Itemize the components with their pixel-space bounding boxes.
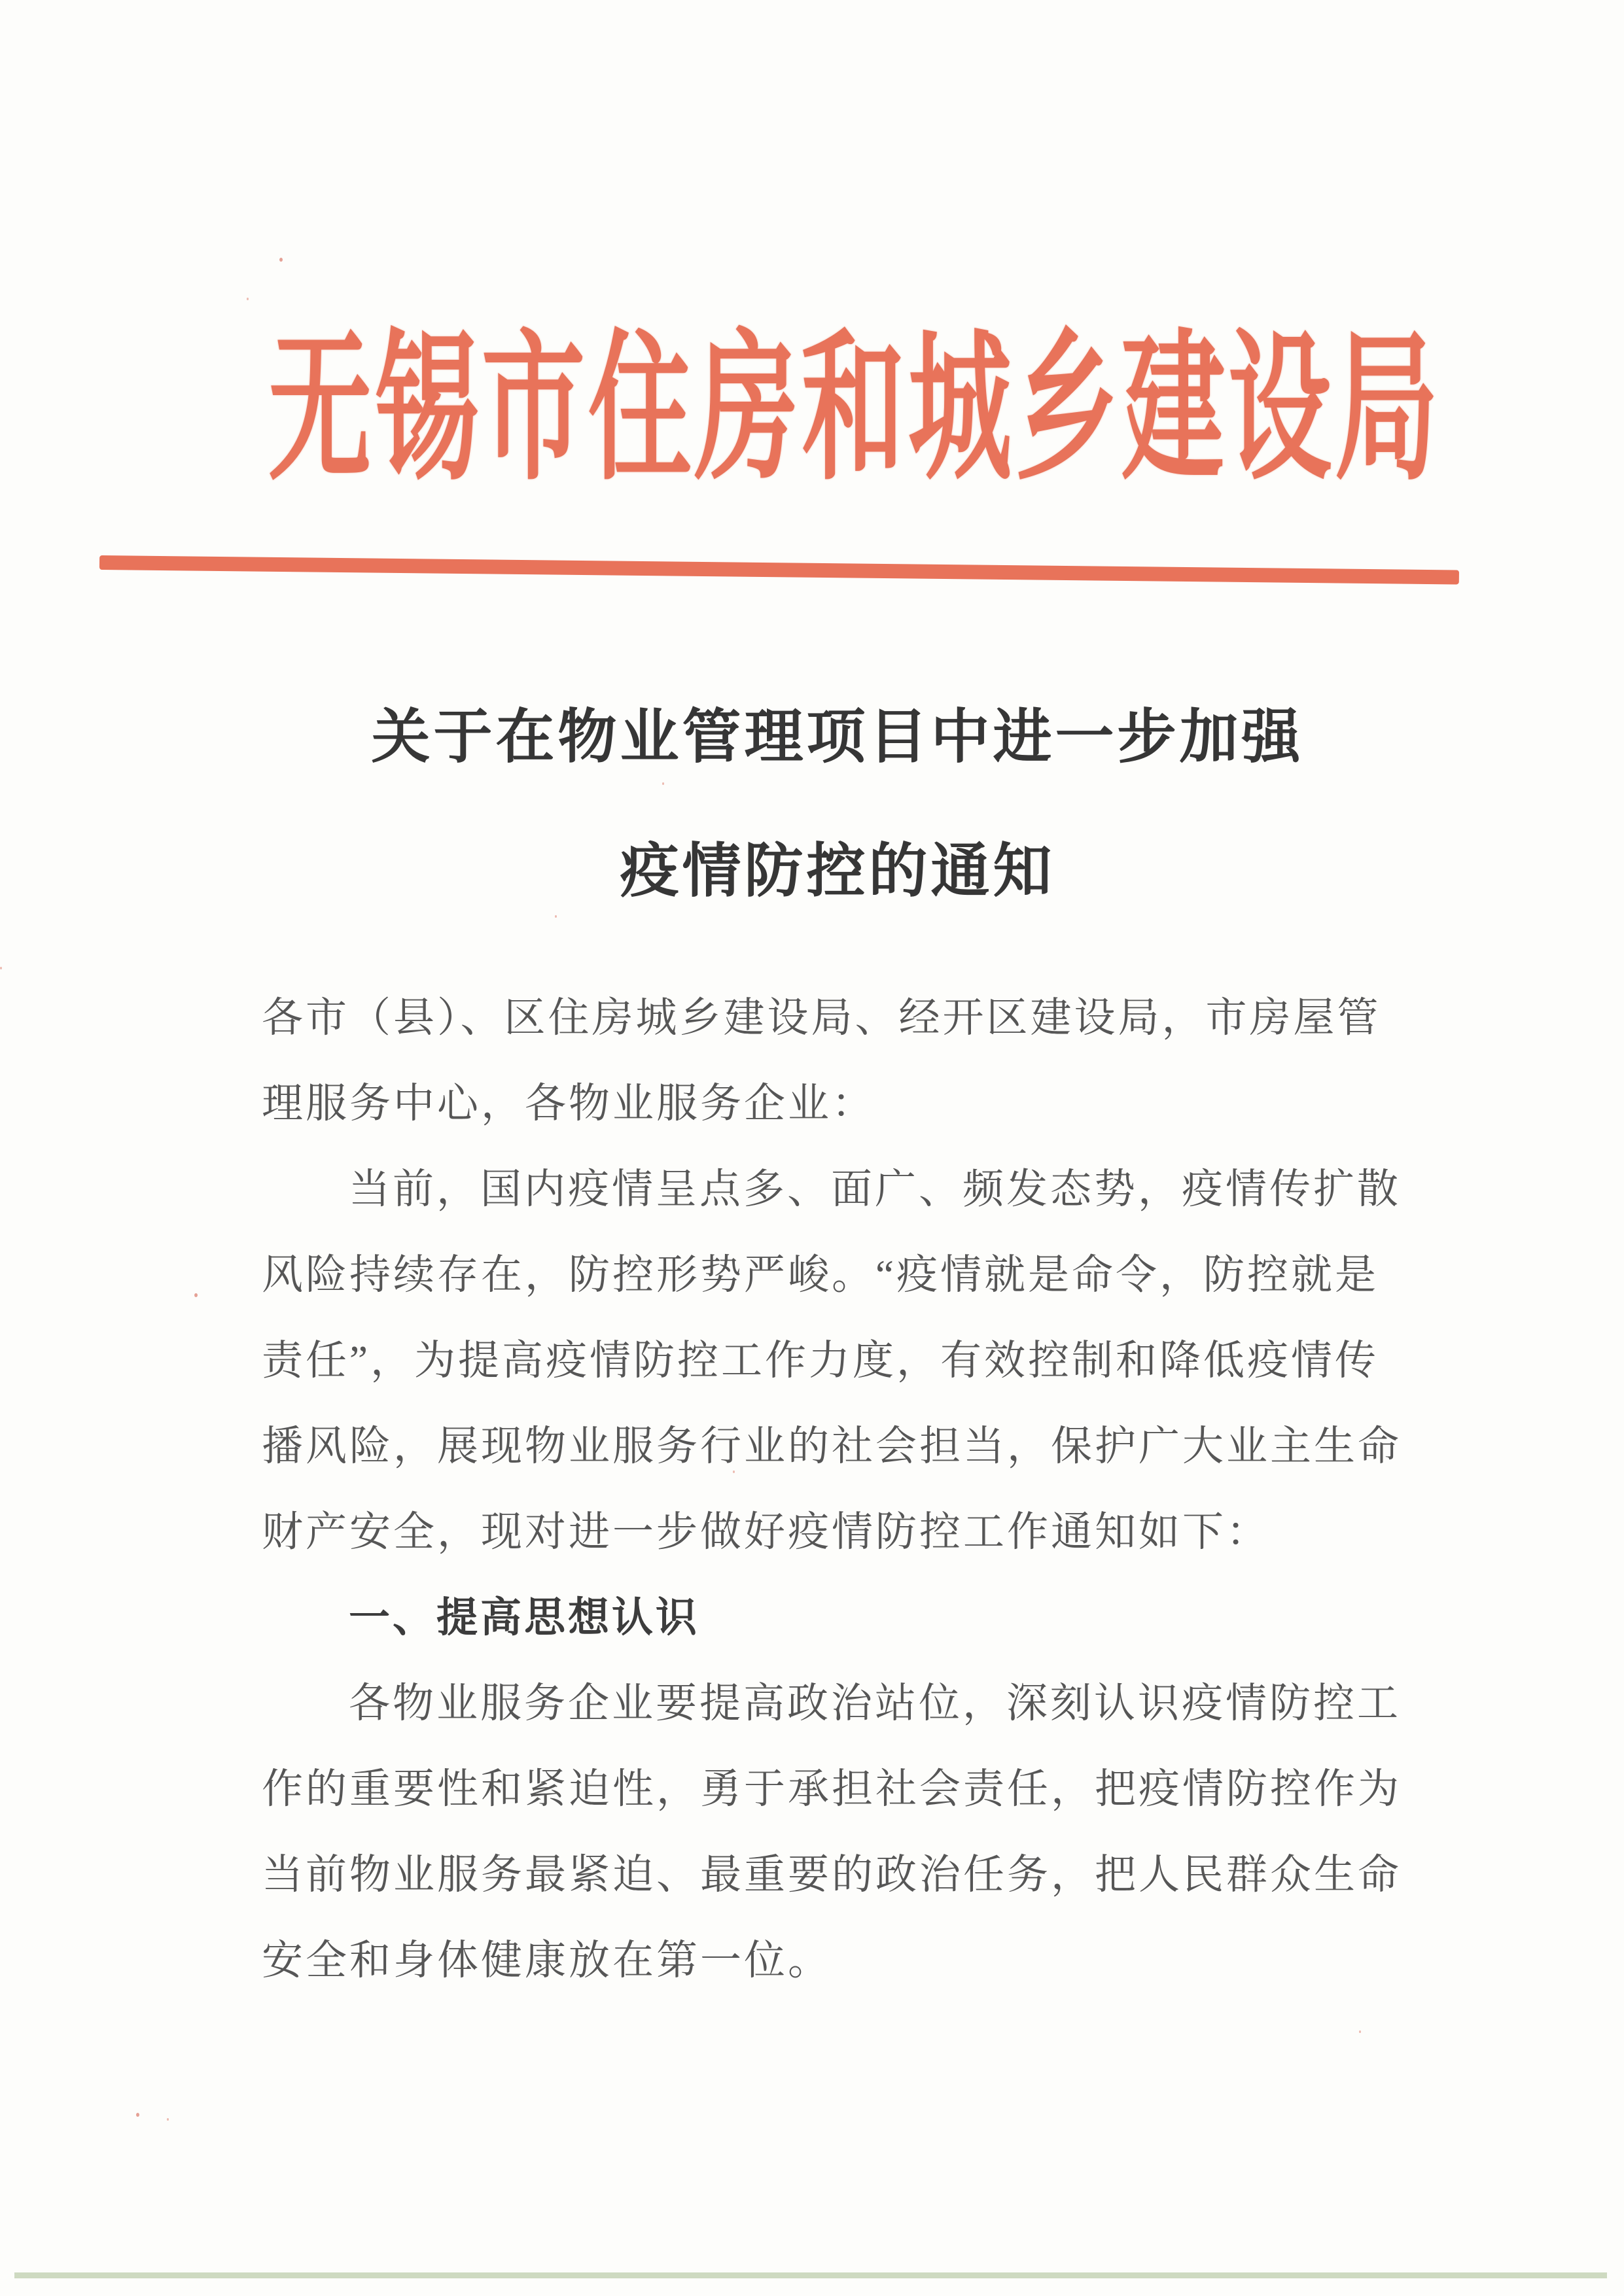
scan-speck xyxy=(733,1470,735,1473)
paragraph-line: 安全和身体健康放在第一位。 xyxy=(262,1938,832,1983)
document-body xyxy=(262,975,1403,2004)
scan-speck xyxy=(247,298,249,300)
paragraph-line: 播风险，展现物业服务行业的社会担当，保护广大业主生命 xyxy=(262,1423,1402,1469)
scan-speck xyxy=(1359,2030,1361,2033)
scan-speck xyxy=(662,782,664,785)
paragraph-line: 各物业服务企业要提高政治站位，深刻认识疫情防控工 xyxy=(349,1680,1401,1726)
document-title xyxy=(268,704,1407,976)
salutation-line: 理服务中心，各物业服务企业： xyxy=(262,1081,875,1126)
paragraph-line: 风险持续存在，防控形势严峻。“疫情就是命令，防控就是 xyxy=(262,1252,1379,1298)
scan-edge-line xyxy=(14,2272,1607,2278)
scan-speck xyxy=(167,2118,169,2121)
scan-speck xyxy=(555,915,557,918)
scan-speck xyxy=(279,258,283,262)
paragraph-line: 财产安全，现对进一步做好疫情防控工作通知如下： xyxy=(262,1509,1270,1555)
letterhead-divider-rule xyxy=(99,555,1459,584)
section-heading: 一、提高思想认识 xyxy=(349,1595,699,1641)
letterhead xyxy=(268,321,1441,500)
agency-name: 无锡市住房和城乡建设局 xyxy=(268,321,1441,500)
scan-speck xyxy=(136,2113,139,2117)
scan-speck xyxy=(0,967,2,969)
salutation-line: 各市（县）、区住房城乡建设局、经开区建设局，市房屋管 xyxy=(262,995,1381,1041)
paragraph-line: 当前，国内疫情呈点多、面广、频发态势，疫情传扩散 xyxy=(349,1166,1401,1212)
paragraph-line: 责任”，为提高疫情防控工作力度，有效控制和降低疫情传 xyxy=(262,1338,1379,1383)
paragraph-line: 作的重要性和紧迫性，勇于承担社会责任，把疫情防控作为 xyxy=(262,1766,1402,1812)
document-title-line-2: 疫情防控的通知 xyxy=(620,839,1055,904)
paragraph-line: 当前物业服务最紧迫、最重要的政治任务，把人民群众生命 xyxy=(262,1852,1402,1898)
scan-speck xyxy=(194,1293,198,1297)
document-title-line-1: 关于在物业管理项目中进一步加强 xyxy=(371,704,1304,770)
